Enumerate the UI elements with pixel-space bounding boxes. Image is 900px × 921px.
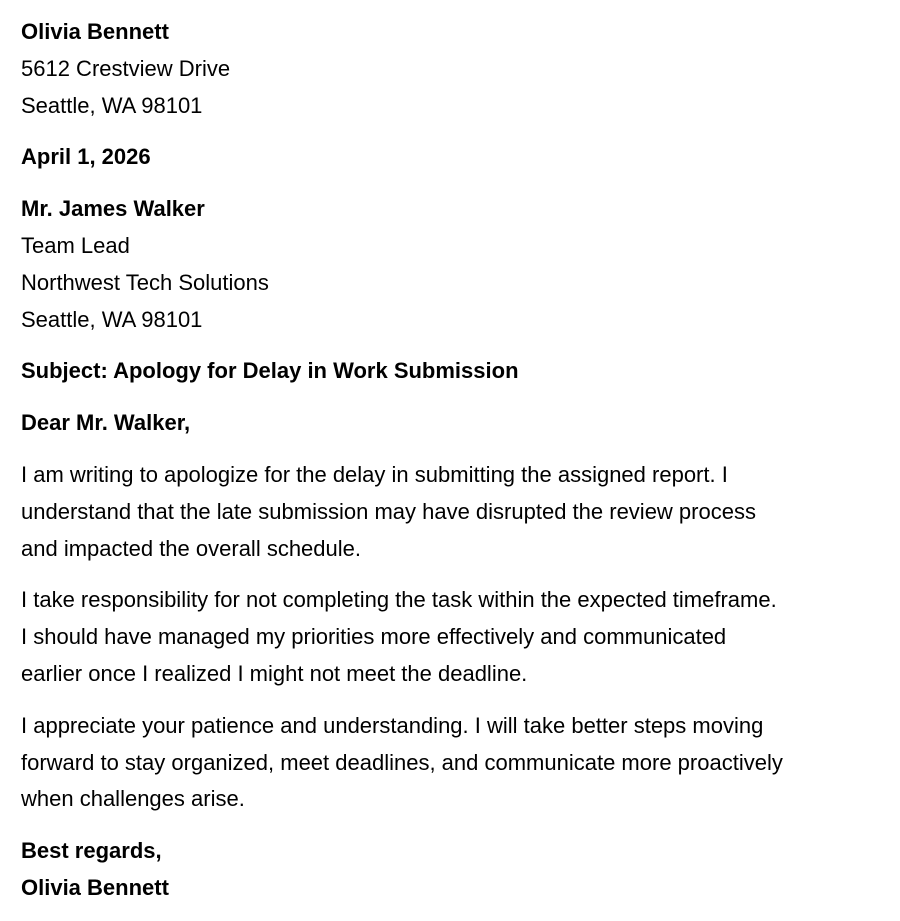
body-paragraph	[21, 708, 881, 818]
letter-date: April 1, 2026	[21, 144, 151, 170]
sender-address-block	[21, 14, 881, 124]
body-line: I appreciate your patience and understanding. I will take better steps moving	[21, 712, 764, 738]
date-block	[21, 139, 881, 176]
body-line: I am writing to apologize for the delay in submitting the assigned report. I	[21, 461, 728, 487]
sender-city-state-zip: Seattle, WA 98101	[21, 92, 203, 118]
body-paragraph	[21, 582, 881, 692]
body-line: I should have managed my priorities more effectively and communicated	[21, 624, 727, 650]
valediction: Best regards,	[21, 838, 162, 864]
letter-page	[21, 14, 881, 907]
sender-street: 5612 Crestview Drive	[21, 55, 231, 81]
salutation: Dear Mr. Walker,	[21, 410, 191, 436]
body-line: when challenges arise.	[21, 786, 245, 812]
salutation-block	[21, 405, 881, 442]
subject-block	[21, 353, 881, 390]
body-line: earlier once I realized I might not meet the deadline.	[21, 660, 528, 686]
closing-block	[21, 833, 881, 907]
recipient-title: Team Lead	[21, 232, 130, 258]
recipient-name: Mr. James Walker	[21, 196, 205, 222]
recipient-address-block	[21, 191, 881, 338]
sender-name: Olivia Bennett	[21, 19, 169, 44]
recipient-company: Northwest Tech Solutions	[21, 269, 269, 295]
body-paragraph	[21, 457, 881, 567]
body-line: understand that the late submission may have disrupted the review process	[21, 498, 756, 524]
subject-line: Subject: Apology for Delay in Work Submission	[21, 358, 519, 384]
body-line: I take responsibility for not completing the task within the expected timeframe.	[21, 587, 777, 613]
signature-name: Olivia Bennett	[21, 874, 169, 900]
recipient-city-state-zip: Seattle, WA 98101	[21, 306, 203, 332]
body-line: and impacted the overall schedule.	[21, 535, 361, 561]
body-line: forward to stay organized, meet deadlines, and communicate more proactively	[21, 749, 783, 775]
